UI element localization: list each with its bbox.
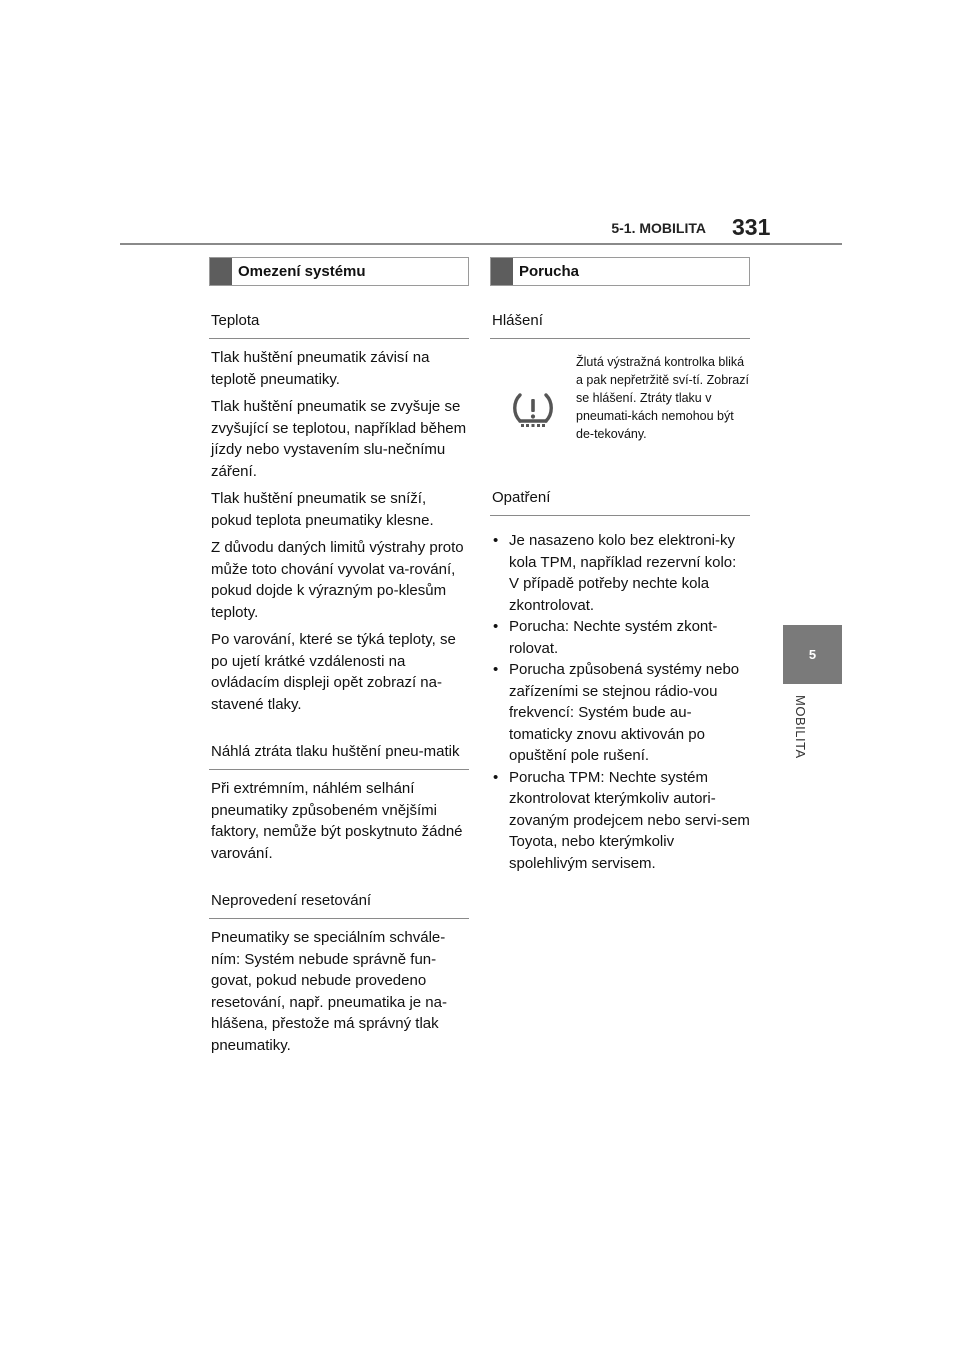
header-rule: [120, 243, 842, 245]
subheading-opatreni: Opatření: [490, 487, 750, 516]
subheading-neprovedeni-resetovani: Neprovedení resetování: [209, 890, 469, 919]
paragraph: Po varování, které se týká teploty, se po ujetí krátké vzdálenosti na ovládacím displeji opět zobrazí na-stavené tlaky.: [211, 631, 456, 713]
left-column: [209, 257, 469, 1062]
message-text: Žlutá výstražná kontrolka bliká a pak nepřetržitě sví-tí. Zobrazí se hlášení. Ztráty tlaku v pneumati-kách nemohou být de-tekovány.: [576, 355, 749, 441]
subheading-teplota: Teplota: [209, 310, 469, 339]
tire-pressure-warning-icon: [490, 351, 576, 471]
chapter-label: MOBILITA: [793, 695, 808, 759]
box-porucha: [490, 257, 750, 286]
message-block: [490, 351, 750, 471]
chapter-tab: 5: [783, 625, 842, 684]
list-item: • Je nasazeno kolo bez elektroni-ky kola TPM, například rezervní kolo: V případě potřeby nechte kola zkontrolovat.: [493, 532, 737, 614]
box-omezeni-systemu: [209, 257, 469, 286]
box-title: Omezení systému: [238, 263, 366, 280]
paragraph: Při extrémním, náhlém selhání pneumatiky způsobeném vnějšími faktory, nemůže být poskytnuto žádné varování.: [211, 780, 463, 862]
list-item: • Porucha: Nechte systém zkont-rolovat.: [493, 618, 718, 657]
list-item: • Porucha TPM: Nechte systém zkontrolovat kterýmkoliv autori-zovaným prodejcem nebo servi-sem Toyota, nebo kterýmkoliv spolehlivým servisem.: [493, 768, 750, 872]
box-accent-bar: [210, 258, 232, 285]
bullet-list: [490, 530, 750, 874]
paragraph: Tlak huštění pneumatik se sníží, pokud teplota pneumatiky klesne.: [211, 490, 434, 529]
paragraph: Pneumatiky se speciálním schvále-ním: Systém nebude správně fun-govat, pokud nebude provedeno resetování, např. pneumatika je na-hlášena, přestože má správný tlak pneumatiky.: [211, 929, 447, 1054]
box-title: Porucha: [519, 263, 580, 280]
page-number: 331: [732, 214, 771, 240]
list-item: • Porucha způsobená systémy nebo zařízeními se stejnou rádio-vou frekvencí: Systém bude au-tomaticky znovu aktivován po opuštění pole rušení.: [493, 661, 740, 764]
paragraph: Tlak huštění pneumatik závisí na teplotě pneumatiky.: [211, 349, 430, 388]
paragraph: Z důvodu daných limitů výstrahy proto může toto chování vyvolat va-rování, pokud dojde k výrazným po-klesům teploty.: [211, 539, 464, 621]
box-accent-bar: [491, 258, 513, 285]
section-title: 5-1. MOBILITA: [611, 220, 706, 236]
subheading-nahla-ztrata: Náhlá ztráta tlaku huštění pneu-matik: [209, 741, 469, 770]
paragraph: Tlak huštění pneumatik se zvyšuje se zvyšující se teplotou, například během jízdy nebo vystavením slu-nečnímu záření.: [211, 398, 467, 480]
subheading-hlaseni: Hlášení: [490, 310, 750, 339]
right-column: [490, 257, 750, 874]
